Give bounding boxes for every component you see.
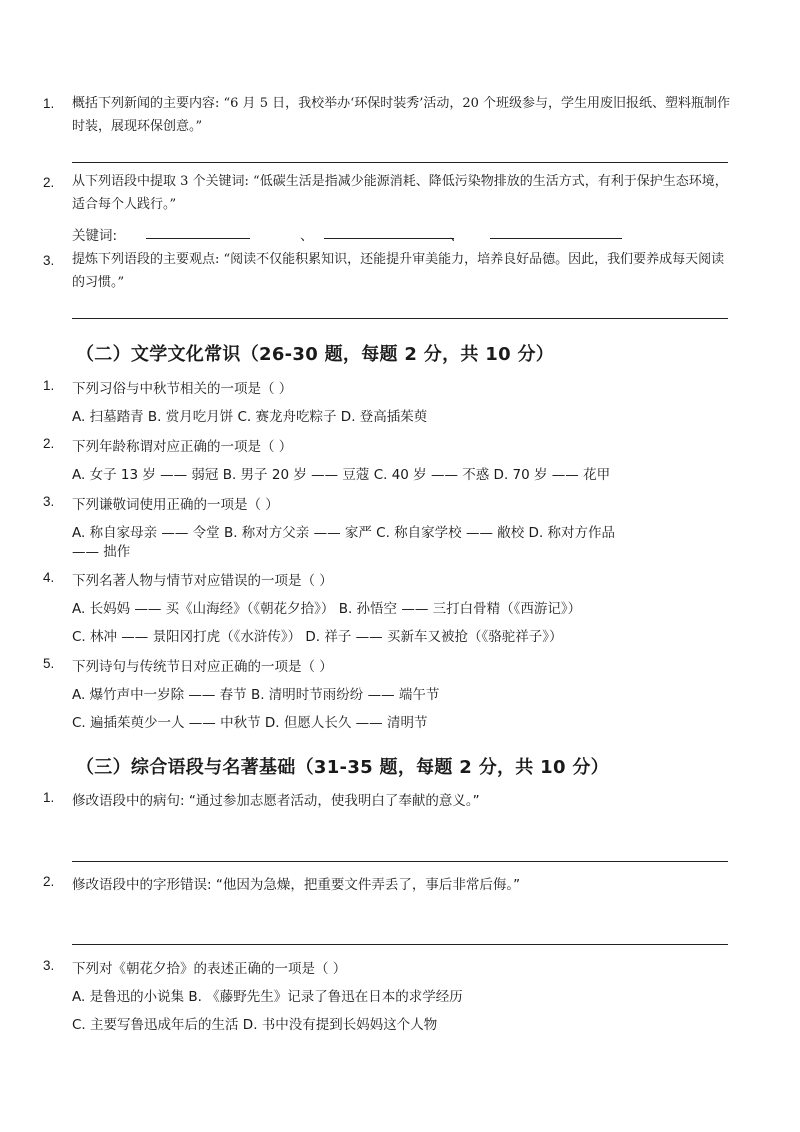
- answer-line[interactable]: [72, 162, 728, 163]
- answer-line[interactable]: [72, 861, 728, 862]
- question-number: 1.: [43, 96, 55, 111]
- keyword-blank-1[interactable]: [146, 238, 250, 239]
- section-title: （三）综合语段与名著基础（31-35 题，每题 2 分，共 10 分）: [76, 757, 609, 778]
- question-number: 5.: [43, 656, 55, 671]
- options-line[interactable]: C. 遍插茱萸少一人 —— 中秋节 D. 但愿人长久 —— 清明节: [72, 715, 428, 731]
- options-line[interactable]: C. 林冲 —— 景阳冈打虎（《水浒传》） D. 祥子 —— 买新车又被抢（《骆驼祥子》）: [72, 629, 563, 645]
- answer-line[interactable]: [72, 318, 728, 319]
- keyword-blank-2[interactable]: [324, 238, 454, 239]
- question-text: 从下列语段中提取 3 个关键词: “低碳生活是指减少能源消耗、降低污染物排放的生活方式，有利于保护生态环境，适合每个人践行。”: [72, 174, 728, 212]
- question-number: 2.: [43, 436, 55, 451]
- question-number: 1.: [43, 378, 55, 393]
- question-text: 概括下列新闻的主要内容: “6 月 5 日，我校举办‘环保时装秀’活动，20 个班级参与，学生用废旧报纸、塑料瓶制作时装，展现环保创意。”: [72, 96, 731, 134]
- question-number: 4.: [43, 570, 55, 585]
- question-stem: 下列名著人物与情节对应错误的一项是（ ）: [72, 573, 333, 589]
- options-line[interactable]: A. 爆竹声中一岁除 —— 春节 B. 清明时节雨纷纷 —— 端午节: [72, 687, 440, 703]
- question-number: 3.: [43, 958, 55, 973]
- section-title: （二）文学文化常识（26-30 题，每题 2 分，共 10 分）: [76, 344, 555, 365]
- question-number: 3.: [43, 253, 55, 268]
- question-text: 修改语段中的字形错误: “他因为急燥，把重要文件弄丢了，事后非常后侮。”: [72, 877, 521, 893]
- separator: 、: [300, 228, 314, 244]
- separator: 、: [450, 228, 464, 244]
- question-stem: 下列诗句与传统节日对应正确的一项是（ ）: [72, 659, 333, 675]
- keyword-blank-3[interactable]: [490, 238, 622, 239]
- options-line[interactable]: A. 是鲁迅的小说集 B. 《藤野先生》记录了鲁迅在日本的求学经历: [72, 989, 463, 1005]
- keyword-row: [72, 224, 732, 244]
- question-number: 1.: [43, 790, 55, 805]
- question-stem: 下列对《朝花夕拾》的表述正确的一项是（ ）: [72, 961, 347, 977]
- question-number: 3.: [43, 494, 55, 509]
- question-stem: 下列谦敬词使用正确的一项是（ ）: [72, 497, 279, 513]
- question-text: 提炼下列语段的主要观点: “阅读不仅能积累知识，还能提升审美能力，培养良好品德。因此，我们要养成每天阅读的习惯。”: [72, 252, 725, 290]
- keyword-label: 关键词:: [72, 228, 118, 244]
- answer-line[interactable]: [72, 944, 728, 945]
- question-number: 2.: [43, 175, 55, 190]
- question-number: 2.: [43, 874, 55, 889]
- options-line[interactable]: A. 女子 13 岁 —— 弱冠 B. 男子 20 岁 —— 豆蔻 C. 40 岁 —— 不惑 D. 70 岁 —— 花甲: [72, 467, 611, 483]
- options-line[interactable]: C. 主要写鲁迅成年后的生活 D. 书中没有提到长妈妈这个人物: [72, 1017, 438, 1033]
- options-line[interactable]: A. 长妈妈 —— 买《山海经》（《朝花夕拾》） B. 孙悟空 —— 三打白骨精（《西游记》）: [72, 601, 582, 617]
- question-stem: 下列年龄称谓对应正确的一项是（ ）: [72, 439, 293, 455]
- options-line[interactable]: —— 拙作: [72, 544, 131, 560]
- question-text: 修改语段中的病句: “通过参加志愿者活动，使我明白了奉献的意义。”: [72, 793, 480, 809]
- options-line[interactable]: A. 扫墓踏青 B. 赏月吃月饼 C. 赛龙舟吃粽子 D. 登高插茱萸: [72, 409, 428, 425]
- options-line[interactable]: A. 称自家母亲 —— 令堂 B. 称对方父亲 —— 家严 C. 称自家学校 —— 敝校 D. 称对方作品: [72, 525, 616, 541]
- question-stem: 下列习俗与中秋节相关的一项是（ ）: [72, 381, 293, 397]
